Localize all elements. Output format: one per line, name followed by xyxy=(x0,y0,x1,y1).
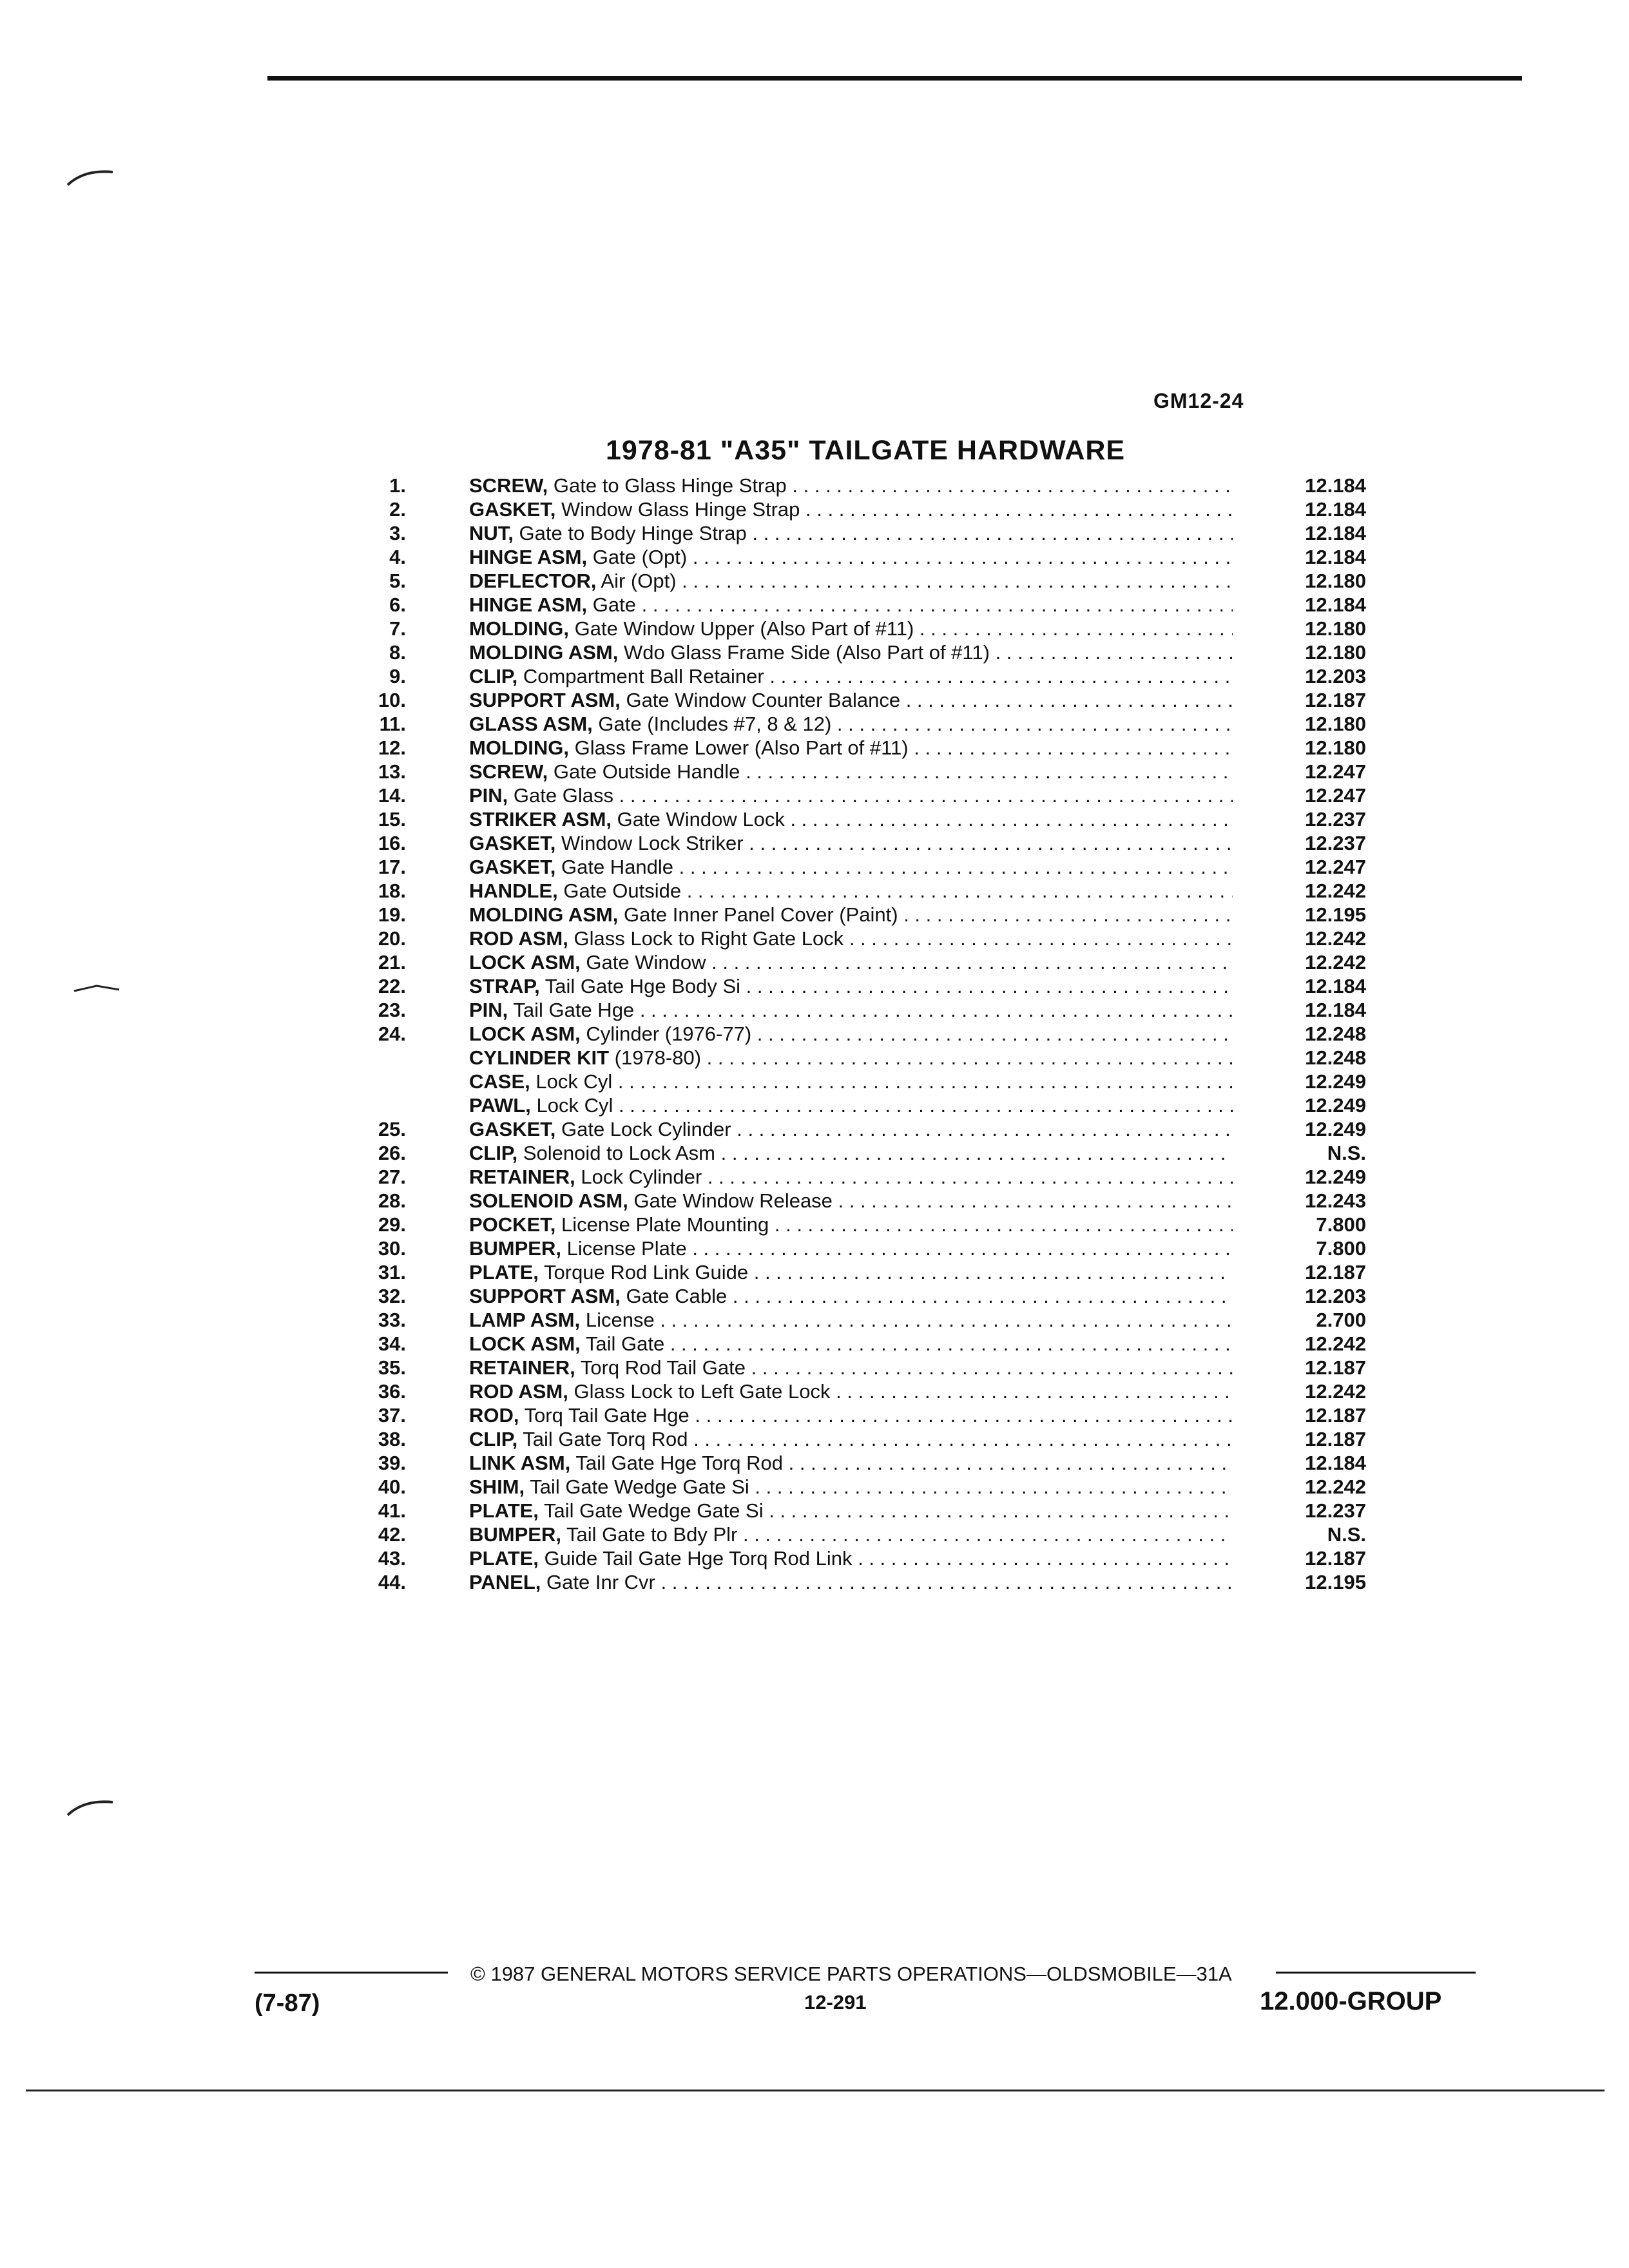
part-detail: Gate Glass xyxy=(513,784,613,807)
group-reference: 2.700 xyxy=(1316,1309,1366,1331)
part-description xyxy=(469,521,1233,545)
part-name: CLIP, xyxy=(469,1142,518,1164)
part-description xyxy=(469,1451,1233,1475)
part-number: 29. xyxy=(378,1213,406,1236)
group-reference: N.S. xyxy=(1327,1142,1366,1164)
part-row xyxy=(348,593,1366,617)
part-row xyxy=(348,1403,1366,1427)
part-detail: Glass Frame Lower (Also Part of #11) xyxy=(574,736,909,759)
part-row xyxy=(348,1213,1366,1236)
margin-hole-mark xyxy=(64,1794,116,1820)
part-number: 33. xyxy=(378,1309,406,1331)
group-reference: 12.242 xyxy=(1305,1475,1366,1498)
part-detail: Torque Rod Link Guide xyxy=(544,1261,749,1283)
part-detail: Guide Tail Gate Hge Torq Rod Link xyxy=(544,1547,853,1570)
part-number: 9. xyxy=(389,665,406,687)
part-detail: Gate Window xyxy=(586,951,706,974)
part-name: HANDLE, xyxy=(469,879,558,902)
part-name: SHIM, xyxy=(469,1475,525,1498)
part-number: 7. xyxy=(389,617,406,640)
part-description xyxy=(469,1403,1233,1427)
part-description xyxy=(469,1141,1233,1165)
part-description xyxy=(469,545,1233,569)
group-reference: 12.180 xyxy=(1305,736,1366,759)
group-reference: 12.187 xyxy=(1305,1428,1366,1450)
group-reference: 12.242 xyxy=(1305,879,1366,902)
part-name: LOCK ASM, xyxy=(469,1023,581,1045)
part-detail: Gate to Body Hinge Strap xyxy=(519,522,747,544)
part-row xyxy=(348,1046,1366,1070)
part-number: 42. xyxy=(378,1523,406,1546)
part-name: SUPPORT ASM, xyxy=(469,689,621,711)
part-number: 37. xyxy=(378,1404,406,1427)
part-description xyxy=(469,736,1233,760)
part-row xyxy=(348,879,1366,903)
group-reference: 12.249 xyxy=(1305,1070,1366,1093)
part-name: ROD, xyxy=(469,1404,519,1427)
group-reference: 12.184 xyxy=(1305,522,1366,544)
part-detail: Air (Opt) xyxy=(601,570,677,592)
part-name: GASKET, xyxy=(469,832,556,854)
part-row xyxy=(348,950,1366,974)
part-number: 4. xyxy=(389,546,406,568)
part-detail: Tail Gate Hge xyxy=(513,999,635,1021)
top-rule xyxy=(267,76,1522,81)
part-detail: Glass Lock to Left Gate Lock xyxy=(574,1380,831,1403)
group-reference: 12.187 xyxy=(1305,1404,1366,1427)
part-description xyxy=(469,569,1233,593)
part-row xyxy=(348,617,1366,640)
group-reference: 12.184 xyxy=(1305,498,1366,521)
revision-date: (7-87) xyxy=(255,1990,320,2017)
part-row xyxy=(348,497,1366,521)
part-name: BUMPER, xyxy=(469,1237,561,1260)
part-row xyxy=(348,1332,1366,1356)
part-detail: Tail Gate Wedge Gate Si xyxy=(544,1499,764,1522)
part-detail: Tail Gate Torq Rod xyxy=(523,1428,688,1450)
part-detail: Torq Tail Gate Hge xyxy=(524,1404,689,1427)
group-reference: 12.180 xyxy=(1305,713,1366,735)
part-detail: License Plate Mounting xyxy=(561,1213,769,1236)
part-detail: Window Glass Hinge Strap xyxy=(561,498,800,521)
part-row xyxy=(348,1165,1366,1189)
group-reference: 12.184 xyxy=(1305,474,1366,497)
margin-hole-mark xyxy=(64,164,116,190)
part-detail: Tail Gate to Bdy Plr xyxy=(566,1523,738,1546)
part-description xyxy=(469,664,1233,688)
part-name: PLATE, xyxy=(469,1547,539,1570)
part-number: 11. xyxy=(379,713,406,735)
part-detail: Gate Cable xyxy=(626,1285,728,1307)
group-reference: 12.184 xyxy=(1305,999,1366,1021)
part-detail: Gate Handle xyxy=(561,856,674,878)
part-description xyxy=(469,783,1233,807)
group-reference: 12.237 xyxy=(1305,808,1366,831)
part-detail: Lock Cyl xyxy=(536,1094,613,1117)
part-row xyxy=(348,1093,1366,1117)
part-row xyxy=(348,1523,1366,1546)
part-detail: Tail Gate Hge Torq Rod xyxy=(575,1452,784,1474)
part-number: 21. xyxy=(378,951,406,974)
part-description xyxy=(469,998,1233,1022)
part-description xyxy=(469,1260,1233,1284)
part-row xyxy=(348,1189,1366,1213)
part-description xyxy=(469,1427,1233,1451)
group-reference: 12.180 xyxy=(1305,570,1366,592)
part-name: SCREW, xyxy=(469,474,548,497)
part-description xyxy=(469,974,1233,998)
group-reference: N.S. xyxy=(1327,1523,1366,1546)
copyright-notice: © 1987 GENERAL MOTORS SERVICE PARTS OPERATIONS—OLDSMOBILE—31A xyxy=(470,1963,1232,1985)
part-description xyxy=(469,1308,1233,1332)
part-detail: Gate to Glass Hinge Strap xyxy=(553,474,787,497)
part-description xyxy=(469,855,1233,879)
part-row xyxy=(348,640,1366,664)
group-reference: 12.187 xyxy=(1305,1547,1366,1570)
part-detail: Glass Lock to Right Gate Lock xyxy=(574,927,844,950)
part-number: 12. xyxy=(378,736,406,759)
part-row xyxy=(348,760,1366,783)
part-name: SUPPORT ASM, xyxy=(469,1285,621,1307)
part-name: CLIP, xyxy=(469,665,518,687)
part-detail: Window Lock Striker xyxy=(561,832,744,854)
part-name: HINGE ASM, xyxy=(469,546,588,568)
part-name: STRIKER ASM, xyxy=(469,808,612,831)
part-name: GASKET, xyxy=(469,498,556,521)
part-detail: Gate Window Upper (Also Part of #11) xyxy=(574,617,914,640)
part-description xyxy=(469,1475,1233,1499)
group-reference: 12.184 xyxy=(1305,1452,1366,1474)
group-reference: 12.237 xyxy=(1305,832,1366,854)
part-number: 16. xyxy=(378,832,406,854)
group-reference: 12.247 xyxy=(1305,784,1366,807)
group-reference: 12.242 xyxy=(1305,1380,1366,1403)
group-reference: 12.187 xyxy=(1305,1356,1366,1379)
part-number: 6. xyxy=(389,593,406,616)
part-row xyxy=(348,736,1366,760)
part-number: 34. xyxy=(378,1332,406,1355)
part-number: 15. xyxy=(378,808,406,831)
part-detail: Gate xyxy=(592,593,636,616)
part-name: SCREW, xyxy=(469,760,548,783)
part-number: 38. xyxy=(378,1428,406,1450)
part-name: RETAINER, xyxy=(469,1356,575,1379)
part-name: ROD ASM, xyxy=(469,927,568,950)
part-name: PLATE, xyxy=(469,1261,539,1283)
footer-rule xyxy=(1276,1972,1476,1974)
part-row xyxy=(348,1236,1366,1260)
part-number: 28. xyxy=(378,1189,406,1212)
group-reference: 12.195 xyxy=(1305,903,1366,926)
part-description xyxy=(469,1523,1233,1546)
parts-list xyxy=(348,474,1366,1594)
part-name: MOLDING ASM, xyxy=(469,641,619,664)
group-reference: 12.248 xyxy=(1305,1046,1366,1069)
part-description xyxy=(469,1356,1233,1379)
part-row xyxy=(348,569,1366,593)
part-name: RETAINER, xyxy=(469,1166,575,1188)
part-row xyxy=(348,1570,1366,1594)
footer-rule xyxy=(255,1972,448,1974)
part-name: LAMP ASM, xyxy=(469,1309,581,1331)
part-number: 44. xyxy=(378,1571,406,1593)
part-number: 2. xyxy=(389,498,406,521)
part-number: 24. xyxy=(378,1023,406,1045)
part-row xyxy=(348,712,1366,736)
part-description xyxy=(469,1284,1233,1308)
part-description xyxy=(469,1213,1233,1236)
group-reference: 12.184 xyxy=(1305,593,1366,616)
group-reference: 12.180 xyxy=(1305,617,1366,640)
part-number: 23. xyxy=(378,999,406,1021)
part-row xyxy=(348,1141,1366,1165)
part-number: 3. xyxy=(389,522,406,544)
part-description xyxy=(469,640,1233,664)
part-row xyxy=(348,1427,1366,1451)
part-row xyxy=(348,545,1366,569)
part-detail: Lock Cyl xyxy=(535,1070,613,1093)
part-row xyxy=(348,1260,1366,1284)
part-row xyxy=(348,1117,1366,1141)
part-number: 36. xyxy=(378,1380,406,1403)
part-detail: Gate (Includes #7, 8 & 12) xyxy=(598,713,832,735)
part-detail: Cylinder (1976-77) xyxy=(586,1023,752,1045)
part-number: 35. xyxy=(378,1356,406,1379)
part-row xyxy=(348,1284,1366,1308)
part-detail: Gate Inr Cvr xyxy=(546,1571,655,1593)
part-row xyxy=(348,1070,1366,1093)
part-detail: Solenoid to Lock Asm xyxy=(523,1142,715,1164)
part-detail: Tail Gate Wedge Gate Si xyxy=(530,1475,749,1498)
group-reference: 12.180 xyxy=(1305,641,1366,664)
part-number: 13. xyxy=(378,760,406,783)
part-row xyxy=(348,783,1366,807)
part-name: MOLDING, xyxy=(469,736,569,759)
part-row xyxy=(348,1546,1366,1570)
part-number: 22. xyxy=(378,975,406,997)
margin-hole-mark xyxy=(71,979,122,999)
part-detail: License Plate xyxy=(566,1237,687,1260)
part-description xyxy=(469,1379,1233,1403)
part-name: MOLDING ASM, xyxy=(469,903,619,926)
part-number: 27. xyxy=(378,1166,406,1188)
part-name: CASE, xyxy=(469,1070,530,1093)
part-row xyxy=(348,1379,1366,1403)
part-name: PIN, xyxy=(469,999,508,1021)
part-name: LOCK ASM, xyxy=(469,951,581,974)
part-detail: Gate Window Lock xyxy=(617,808,785,831)
part-name: MOLDING, xyxy=(469,617,569,640)
part-row xyxy=(348,831,1366,855)
part-number: 26. xyxy=(378,1142,406,1164)
part-row xyxy=(348,521,1366,545)
part-row xyxy=(348,903,1366,927)
part-name: STRAP, xyxy=(469,975,540,997)
part-row xyxy=(348,1499,1366,1523)
group-reference: 12.249 xyxy=(1305,1166,1366,1188)
group-reference: 12.242 xyxy=(1305,1332,1366,1355)
part-number: 40. xyxy=(378,1475,406,1498)
part-number: 43. xyxy=(378,1547,406,1570)
part-name: ROD ASM, xyxy=(469,1380,568,1403)
part-detail: Tail Gate Hge Body Si xyxy=(545,975,741,997)
part-row xyxy=(348,1356,1366,1379)
group-reference: 12.247 xyxy=(1305,760,1366,783)
part-row xyxy=(348,855,1366,879)
part-description xyxy=(469,1546,1233,1570)
group-reference: 12.187 xyxy=(1305,689,1366,711)
part-name: PAWL, xyxy=(469,1094,531,1117)
group-reference: 12.203 xyxy=(1305,1285,1366,1307)
part-description xyxy=(469,1236,1233,1260)
group-reference: 12.249 xyxy=(1305,1118,1366,1140)
part-row xyxy=(348,927,1366,950)
part-name: DEFLECTOR, xyxy=(469,570,597,592)
group-reference: 12.187 xyxy=(1305,1261,1366,1283)
part-description xyxy=(469,879,1233,903)
part-description xyxy=(469,1165,1233,1189)
part-name: LOCK ASM, xyxy=(469,1332,581,1355)
catalog-code: GM12-24 xyxy=(1153,389,1244,412)
part-detail: License xyxy=(585,1309,655,1331)
part-number: 20. xyxy=(378,927,406,950)
page-title: 1978-81 "A35" TAILGATE HARDWARE xyxy=(606,435,1126,466)
part-row xyxy=(348,688,1366,712)
part-number: 31. xyxy=(378,1261,406,1283)
part-detail: Tail Gate xyxy=(585,1332,665,1355)
group-reference: 12.248 xyxy=(1305,1023,1366,1045)
part-detail: Lock Cylinder xyxy=(581,1166,702,1188)
part-description xyxy=(469,1499,1233,1523)
part-name: HINGE ASM, xyxy=(469,593,588,616)
part-description xyxy=(469,712,1233,736)
part-detail: Gate Outside xyxy=(563,879,682,902)
part-description xyxy=(469,1570,1233,1594)
part-name: LINK ASM, xyxy=(469,1452,571,1474)
part-name: PIN, xyxy=(469,784,508,807)
part-description xyxy=(469,1332,1233,1356)
part-description xyxy=(469,1046,1233,1070)
part-row xyxy=(348,1308,1366,1332)
part-number: 39. xyxy=(378,1452,406,1474)
part-detail: Compartment Ball Retainer xyxy=(523,665,764,687)
part-number: 32. xyxy=(378,1285,406,1307)
part-name: SOLENOID ASM, xyxy=(469,1189,628,1212)
part-detail: (1978-80) xyxy=(614,1046,702,1069)
part-number: 18. xyxy=(378,879,406,902)
group-reference: 7.800 xyxy=(1316,1213,1366,1236)
group-reference: 12.249 xyxy=(1305,1094,1366,1117)
part-description xyxy=(469,1117,1233,1141)
part-number: 10. xyxy=(378,689,406,711)
group-number: 12.000-GROUP xyxy=(1260,1987,1442,2015)
part-description xyxy=(469,688,1233,712)
part-detail: Gate Inner Panel Cover (Paint) xyxy=(623,903,898,926)
part-row xyxy=(348,807,1366,831)
part-number: 19. xyxy=(378,903,406,926)
group-reference: 12.242 xyxy=(1305,927,1366,950)
part-description xyxy=(469,497,1233,521)
part-description xyxy=(469,760,1233,783)
bottom-rule xyxy=(26,2090,1605,2091)
group-reference: 12.203 xyxy=(1305,665,1366,687)
part-description xyxy=(469,807,1233,831)
part-number: 14. xyxy=(378,784,406,807)
part-description xyxy=(469,474,1233,497)
part-name: POCKET, xyxy=(469,1213,556,1236)
part-detail: Gate Lock Cylinder xyxy=(561,1118,731,1140)
part-row xyxy=(348,998,1366,1022)
part-description xyxy=(469,617,1233,640)
part-detail: Torq Rod Tail Gate xyxy=(580,1356,746,1379)
group-reference: 12.242 xyxy=(1305,951,1366,974)
part-row xyxy=(348,1475,1366,1499)
group-reference: 12.243 xyxy=(1305,1189,1366,1212)
group-reference: 7.800 xyxy=(1316,1237,1366,1260)
part-description xyxy=(469,1070,1233,1093)
group-reference: 12.237 xyxy=(1305,1499,1366,1522)
part-number: 30. xyxy=(378,1237,406,1260)
part-name: PANEL, xyxy=(469,1571,541,1593)
part-description xyxy=(469,1093,1233,1117)
part-detail: Gate Window Counter Balance xyxy=(626,689,901,711)
part-description xyxy=(469,903,1233,927)
part-name: BUMPER, xyxy=(469,1523,561,1546)
part-description xyxy=(469,950,1233,974)
part-name: CLIP, xyxy=(469,1428,518,1450)
part-name: NUT, xyxy=(469,522,514,544)
part-detail: Gate Outside Handle xyxy=(553,760,740,783)
part-number: 5. xyxy=(389,570,406,592)
part-number: 41. xyxy=(378,1499,406,1522)
group-reference: 12.195 xyxy=(1305,1571,1366,1593)
part-name: CYLINDER KIT xyxy=(469,1046,609,1069)
part-name: GASKET, xyxy=(469,1118,556,1140)
group-reference: 12.184 xyxy=(1305,546,1366,568)
part-detail: Wdo Glass Frame Side (Also Part of #11) xyxy=(623,641,990,664)
part-description xyxy=(469,831,1233,855)
part-number: 1. xyxy=(389,474,406,497)
group-reference: 12.247 xyxy=(1305,856,1366,878)
part-detail: Gate (Opt) xyxy=(592,546,688,568)
part-row xyxy=(348,974,1366,998)
part-description xyxy=(469,593,1233,617)
part-name: PLATE, xyxy=(469,1499,539,1522)
part-number: 17. xyxy=(378,856,406,878)
group-reference: 12.184 xyxy=(1305,975,1366,997)
part-description xyxy=(469,1189,1233,1213)
part-description xyxy=(469,1022,1233,1046)
part-name: GASKET, xyxy=(469,856,556,878)
part-row xyxy=(348,1451,1366,1475)
part-number: 25. xyxy=(378,1118,406,1140)
part-description xyxy=(469,927,1233,950)
page-number: 12-291 xyxy=(804,1991,867,2013)
part-row xyxy=(348,474,1366,497)
part-row xyxy=(348,664,1366,688)
part-number: 8. xyxy=(389,641,406,664)
part-row xyxy=(348,1022,1366,1046)
part-name: GLASS ASM, xyxy=(469,713,593,735)
part-detail: Gate Window Release xyxy=(633,1189,833,1212)
